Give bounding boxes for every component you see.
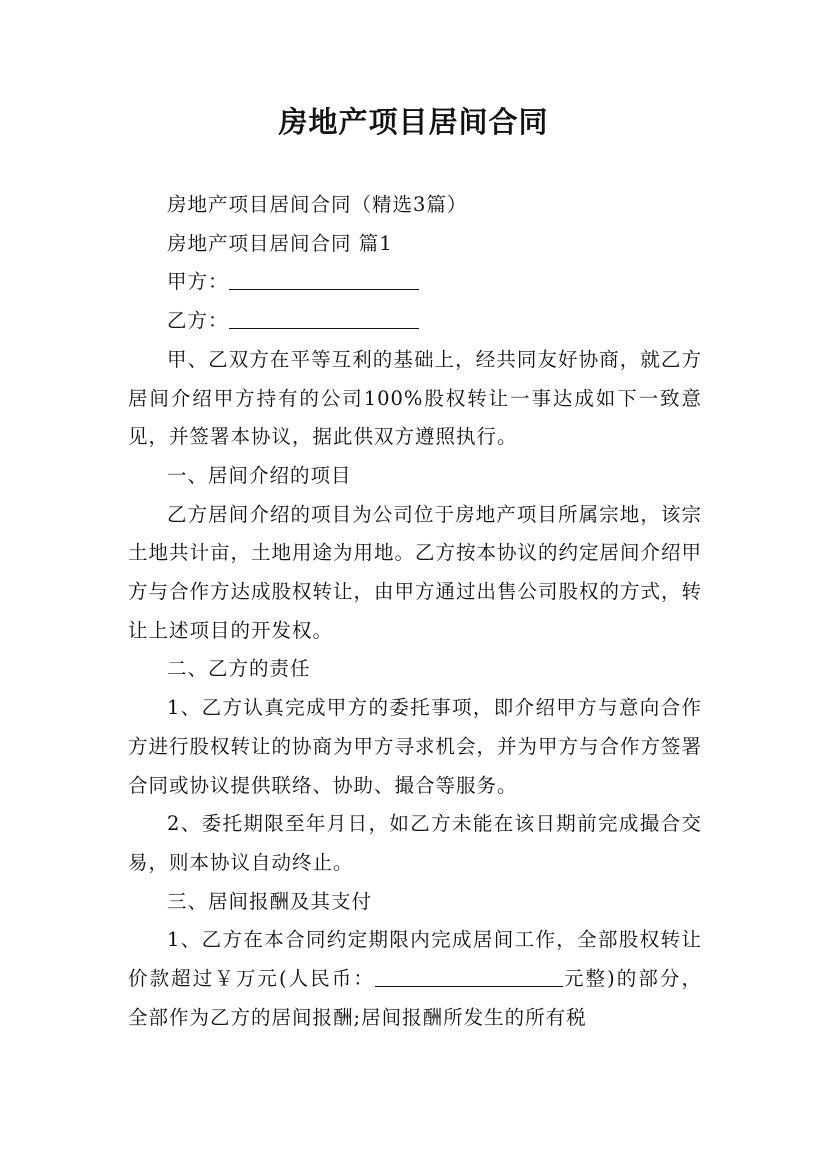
paragraph-2-2: 2、委托期限至年月日，如乙方未能在该日期前完成撮合交易，则本协议自动终止。	[128, 812, 702, 874]
party-a-label: 甲方：	[167, 270, 229, 294]
heading-3: 三、居间报酬及其支付	[167, 889, 373, 913]
section-heading: 房地产项目居间合同 篇1	[167, 231, 393, 255]
party-b-blank	[229, 327, 419, 329]
party-a-line	[128, 263, 702, 302]
paragraph-3-1-start: 1、乙方在本合同约定期限内完成居间工作，全部股权转让价款超过￥万元(人民币：	[128, 928, 702, 991]
intro-paragraph: 甲、乙双方在平等互利的基础上，经共同友好协商，就乙方居间介绍甲方持有的公司100%股权转让一事达成如下一致意见，并签署本协议，据此供双方遵照执行。	[128, 347, 702, 449]
document-title: 房地产项目居间合同	[278, 105, 549, 139]
paragraph-2-1: 1、乙方认真完成甲方的委托事项，即介绍甲方与意向合作方进行股权转让的协商为甲方寻求机会，并为甲方与合作方签署合同或协议提供联络、协助、撮合等服务。	[128, 696, 703, 797]
paragraph-3-1	[128, 921, 702, 1037]
amount-blank	[375, 985, 563, 987]
heading-2: 二、乙方的责任	[167, 657, 311, 681]
paragraph-1: 乙方居间介绍的项目为公司位于房地产项目所属宗地，该宗土地共计亩，土地用途为用地。乙方按本协议的约定居间介绍甲方与合作方达成股权转让，由甲方通过出售公司股权的方式，转让上述项目的开发权。	[128, 502, 703, 642]
party-a-blank	[229, 288, 419, 290]
paragraph-3-1-end: 元整)的部分，全部作为乙方的居间报酬;居间报酬所发生的所有税	[128, 967, 703, 1029]
document-body	[128, 186, 702, 1037]
party-b-label: 乙方：	[167, 309, 229, 333]
subtitle: 房地产项目居间合同（精选3篇）	[167, 193, 468, 216]
party-b-line	[128, 302, 702, 341]
heading-1: 一、居间介绍的项目	[167, 463, 352, 487]
